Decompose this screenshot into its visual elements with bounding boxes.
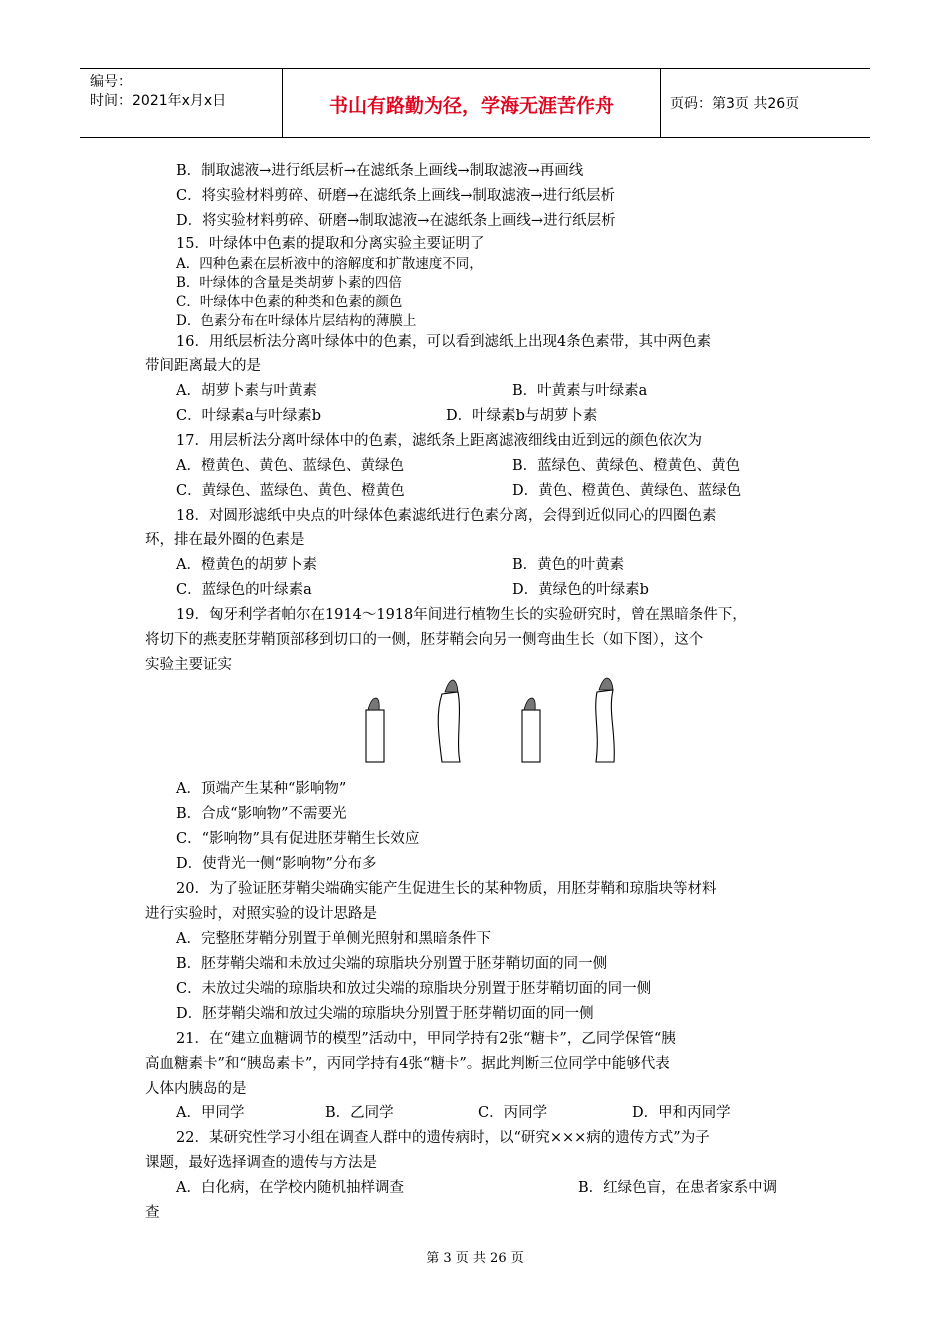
coleoptile-tip — [445, 680, 458, 692]
page-indicator: 页码：第3页 共26页 — [670, 96, 800, 112]
option-line: D．叶绿素b与胡萝卜素 — [446, 408, 598, 424]
option-line: B．胚芽鞘尖端和未放过尖端的琼脂块分别置于胚芽鞘切面的同一侧 — [176, 956, 608, 972]
option-line: B．叶绿体的含量是类胡萝卜素的四倍 — [176, 275, 402, 291]
option-line: A．橙黄色的胡萝卜素 — [176, 557, 317, 573]
option-line: C．黄绿色、蓝绿色、黄色、橙黄色 — [176, 483, 405, 499]
time-label: 时间：2021年x月x日 — [90, 93, 227, 109]
question-20-cont: 进行实验时，对照实验的设计思路是 — [145, 906, 377, 922]
option-line: D．甲和丙同学 — [632, 1105, 731, 1121]
question-19-cont: 将切下的燕麦胚芽鞘顶部移到切口的一侧，胚芽鞘会向另一侧弯曲生长（如下图），这个 — [145, 632, 704, 648]
coleoptile-tip — [368, 698, 379, 710]
question-18: 18．对圆形滤纸中央点的叶绿体色素滤纸进行色素分离，会得到近似同心的四圈色素 — [176, 508, 717, 524]
header-motto: 书山有路勤为径，学海无涯苦作舟 — [328, 95, 614, 117]
option-line: C．未放过尖端的琼脂块和放过尖端的琼脂块分别置于胚芽鞘切面的同一侧 — [176, 981, 652, 997]
question-20: 20．为了验证胚芽鞘尖端确实能产生促进生长的某种物质，用胚芽鞘和琼脂块等材料 — [176, 881, 717, 897]
option-line: B．合成“影响物”不需要光 — [176, 806, 347, 822]
option-line: C．蓝绿色的叶绿素a — [176, 582, 312, 598]
option-line: D．色素分布在叶绿体片层结构的薄膜上 — [176, 313, 417, 329]
option-line: A．四种色素在层析液中的溶解度和扩散速度不同， — [176, 256, 483, 272]
question-17: 17．用层析法分离叶绿体中的色素，滤纸条上距离滤液细线由近到远的颜色依次为 — [176, 433, 702, 449]
page-footer: 第 3 页 共 26 页 — [426, 1251, 524, 1266]
option-line: D．胚芽鞘尖端和放过尖端的琼脂块分别置于胚芽鞘切面的同一侧 — [176, 1006, 594, 1022]
coleoptile-figure — [350, 672, 630, 772]
question-15: 15．叶绿体中色素的提取和分离实验主要证明了 — [176, 236, 485, 252]
option-line: B．叶黄素与叶绿素a — [512, 383, 648, 399]
question-19: 19．匈牙利学者帕尔在1914～1918年间进行植物生长的实验研究时，曾在黑暗条件下， — [176, 607, 747, 623]
option-line: C．叶绿体中色素的种类和色素的颜色 — [176, 294, 403, 310]
question-22: 22．某研究性学习小组在调查人群中的遗传病时，以“研究×××病的遗传方式”为子 — [176, 1130, 710, 1146]
question-19-cont: 实验主要证实 — [145, 657, 232, 673]
bent-coleoptile — [596, 690, 615, 762]
option-line: D．黄色、橙黄色、黄绿色、蓝绿色 — [512, 483, 742, 499]
question-21-cont: 人体内胰岛的是 — [145, 1081, 247, 1097]
question-22-cont: 课题，最好选择调查的遗传与方法是 — [145, 1155, 377, 1171]
option-line: A．胡萝卜素与叶黄素 — [176, 383, 317, 399]
option-line: B．黄色的叶黄素 — [512, 557, 625, 573]
option-line: D．使背光一侧“影响物”分布多 — [176, 856, 377, 872]
number-label: 编号： — [90, 74, 132, 90]
question-16: 16．用纸层析法分离叶绿体中的色素，可以看到滤纸上出现4条色素带，其中两色素 — [176, 334, 712, 350]
option-line: C．丙同学 — [478, 1105, 548, 1121]
coleoptile-tip — [524, 698, 535, 710]
option-line: B．蓝绿色、黄绿色、橙黄色、黄色 — [512, 458, 741, 474]
option-line: C．将实验材料剪碎、研磨→在滤纸条上画线→制取滤液→进行纸层析 — [176, 188, 616, 204]
question-21-cont: 高血糖素卡”和“胰岛素卡”，丙同学持有4张“糖卡”。据此判断三位同学中能够代表 — [145, 1056, 670, 1072]
option-line: A．完整胚芽鞘分别置于单侧光照射和黑暗条件下 — [176, 931, 491, 947]
question-21: 21．在“建立血糖调节的模型”活动中，甲同学持有2张“糖卡”，乙同学保管“胰 — [176, 1031, 676, 1047]
bent-coleoptile — [438, 692, 460, 762]
page-header — [80, 68, 870, 138]
header-meta — [90, 73, 226, 111]
coleoptile-stem — [522, 710, 540, 762]
option-line: B．制取滤液→进行纸层析→在滤纸条上画线→制取滤液→再画线 — [176, 163, 584, 179]
coleoptile-stem — [366, 710, 384, 762]
option-line: A．顶端产生某种“影响物” — [176, 781, 347, 797]
option-line: D．黄绿色的叶绿素b — [512, 582, 649, 598]
option-line-cont: 查 — [145, 1205, 160, 1221]
option-line: A．橙黄色、黄色、蓝绿色、黄绿色 — [176, 458, 404, 474]
question-16-cont: 带间距离最大的是 — [145, 358, 261, 374]
option-line: C．“影响物”具有促进胚芽鞘生长效应 — [176, 831, 420, 847]
option-line: A．白化病，在学校内随机抽样调查 — [176, 1180, 404, 1196]
option-line: A．甲同学 — [176, 1105, 245, 1121]
option-line: B．乙同学 — [325, 1105, 394, 1121]
question-18-cont: 环，排在最外圈的色素是 — [145, 532, 305, 548]
option-line: C．叶绿素a与叶绿素b — [176, 408, 322, 424]
header-divider — [660, 69, 661, 137]
option-line: B．红绿色盲，在患者家系中调 — [578, 1180, 778, 1196]
coleoptile-tip — [599, 678, 613, 690]
option-line: D．将实验材料剪碎、研磨→制取滤液→在滤纸条上画线→进行纸层析 — [176, 213, 616, 229]
